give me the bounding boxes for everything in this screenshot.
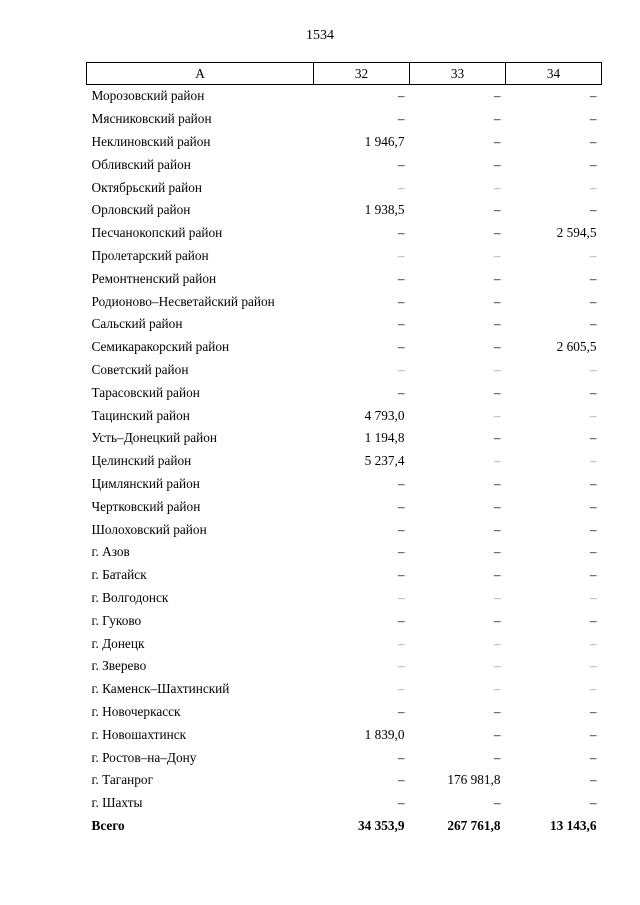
row-name: Родионово–Несветайский район [91, 293, 275, 309]
row-value-32: 4 793,0 [364, 407, 405, 423]
table-row [87, 678, 602, 701]
table-row [87, 381, 602, 404]
row-name: Неклиновский район [91, 133, 211, 149]
row-value-34: – [589, 681, 597, 697]
row-name: г. Азов [91, 544, 130, 560]
budget-table [86, 62, 602, 837]
row-value-34: 2 605,5 [556, 339, 597, 355]
total-value-33: 267 761,8 [447, 817, 501, 833]
header-column-34: 34 [506, 63, 602, 85]
row-name: Целинский район [91, 453, 192, 469]
row-value-33: – [493, 726, 501, 742]
row-name: Тарасовский район [91, 384, 200, 400]
row-value-34: – [589, 475, 597, 491]
row-value-33: – [493, 156, 501, 172]
row-value-32: – [397, 156, 405, 172]
row-value-32: – [397, 384, 405, 400]
row-name: Усть–Донецкий район [91, 430, 218, 446]
table-row [87, 245, 602, 268]
row-name: Обливский район [91, 156, 191, 172]
row-value-33: – [493, 293, 501, 309]
row-value-34: – [589, 88, 597, 104]
row-value-33: – [493, 111, 501, 127]
table-row [87, 701, 602, 724]
row-value-32: – [397, 703, 405, 719]
row-name: Семикаракорский район [91, 339, 230, 355]
total-row [87, 815, 602, 838]
row-value-34: – [589, 247, 597, 263]
table-row [87, 473, 602, 496]
row-value-33: – [493, 544, 501, 560]
row-value-33: – [493, 567, 501, 583]
table-row [87, 792, 602, 815]
row-value-32: – [397, 772, 405, 788]
table-row [87, 131, 602, 154]
row-value-34: – [589, 589, 597, 605]
row-value-32: – [397, 612, 405, 628]
table-row [87, 199, 602, 222]
row-value-34: – [589, 453, 597, 469]
row-value-33: – [493, 225, 501, 241]
table-row [87, 153, 602, 176]
row-name: Орловский район [91, 202, 191, 218]
row-name: г. Таганрог [91, 772, 154, 788]
table-row [87, 655, 602, 678]
row-value-32: – [397, 795, 405, 811]
table-row [87, 404, 602, 427]
table-row [87, 541, 602, 564]
row-value-33: – [493, 179, 501, 195]
row-name: г. Каменск–Шахтинский [91, 681, 230, 697]
row-value-32: – [397, 635, 405, 651]
row-value-34: – [589, 658, 597, 674]
row-name: г. Батайск [91, 567, 147, 583]
row-value-33: – [493, 133, 501, 149]
row-value-33: – [493, 658, 501, 674]
row-value-33: – [493, 247, 501, 263]
header-name-column: А [87, 63, 314, 85]
table-header-row [87, 63, 602, 85]
row-value-32: – [397, 316, 405, 332]
row-value-33: – [493, 270, 501, 286]
row-value-32: – [397, 567, 405, 583]
row-value-33: – [493, 612, 501, 628]
row-value-32: – [397, 498, 405, 514]
row-value-33: – [493, 589, 501, 605]
row-value-32: – [397, 361, 405, 377]
row-value-34: – [589, 544, 597, 560]
table-row [87, 176, 602, 199]
row-value-34: – [589, 202, 597, 218]
table-row [87, 518, 602, 541]
row-name: г. Волгодонск [91, 589, 169, 605]
row-value-34: – [589, 430, 597, 446]
row-value-32: – [397, 293, 405, 309]
row-value-34: – [589, 270, 597, 286]
row-value-34: – [589, 156, 597, 172]
row-name: Чертковский район [91, 498, 201, 514]
row-name: г. Ростов–на–Дону [91, 749, 197, 765]
row-value-33: – [493, 339, 501, 355]
row-value-32: – [397, 544, 405, 560]
row-value-33: – [493, 795, 501, 811]
row-value-32: – [397, 589, 405, 605]
total-value-32: 34 353,9 [357, 817, 405, 833]
row-name: Тацинский район [91, 407, 190, 423]
row-value-32: – [397, 521, 405, 537]
row-value-33: – [493, 521, 501, 537]
table-row [87, 587, 602, 610]
row-value-34: – [589, 772, 597, 788]
row-value-33: – [493, 316, 501, 332]
table-row [87, 609, 602, 632]
page-number: 1534 [306, 28, 334, 43]
row-value-32: 1 946,7 [364, 133, 405, 149]
total-value-34: 13 143,6 [549, 817, 597, 833]
row-value-34: – [589, 726, 597, 742]
row-value-34: – [589, 133, 597, 149]
row-value-33: – [493, 475, 501, 491]
header-column-33: 33 [410, 63, 506, 85]
row-value-34: – [589, 293, 597, 309]
table-row [87, 495, 602, 518]
table-row [87, 290, 602, 313]
row-value-33: – [493, 202, 501, 218]
row-value-34: – [589, 795, 597, 811]
row-value-32: – [397, 681, 405, 697]
table-row [87, 222, 602, 245]
row-value-32: – [397, 749, 405, 765]
row-name: Советский район [91, 361, 189, 377]
row-value-34: – [589, 498, 597, 514]
row-name: Пролетарский район [91, 247, 209, 263]
row-value-33: – [493, 430, 501, 446]
table-row [87, 769, 602, 792]
table-row [87, 85, 602, 108]
row-value-33: – [493, 635, 501, 651]
row-name: Мясниковский район [91, 111, 212, 127]
table-row [87, 267, 602, 290]
row-value-32: 1 839,0 [364, 726, 405, 742]
table-row [87, 359, 602, 382]
row-value-32: – [397, 658, 405, 674]
row-name: г. Гуково [91, 612, 142, 628]
row-value-34: – [589, 612, 597, 628]
total-label: Всего [91, 817, 125, 833]
row-value-34: 2 594,5 [556, 225, 597, 241]
row-value-34: – [589, 111, 597, 127]
row-name: Песчанокопский район [91, 225, 223, 241]
row-value-33: – [493, 407, 501, 423]
row-value-33: – [493, 88, 501, 104]
row-value-32: – [397, 247, 405, 263]
row-value-33: – [493, 703, 501, 719]
row-name: г. Донецк [91, 635, 145, 651]
row-name: Шолоховский район [91, 521, 207, 537]
row-value-32: – [397, 475, 405, 491]
table-row [87, 336, 602, 359]
row-value-33: – [493, 749, 501, 765]
row-name: Морозовский район [91, 88, 205, 104]
table-body [87, 85, 602, 838]
table-row [87, 746, 602, 769]
row-value-34: – [589, 361, 597, 377]
row-value-32: 5 237,4 [364, 453, 405, 469]
table-row [87, 450, 602, 473]
table-row [87, 632, 602, 655]
row-name: г. Шахты [91, 795, 143, 811]
row-value-32: 1 194,8 [364, 430, 405, 446]
row-value-34: – [589, 179, 597, 195]
row-value-34: – [589, 749, 597, 765]
row-value-32: – [397, 270, 405, 286]
row-value-34: – [589, 316, 597, 332]
table-row [87, 108, 602, 131]
row-value-32: – [397, 339, 405, 355]
header-column-32: 32 [314, 63, 410, 85]
row-value-33: – [493, 681, 501, 697]
row-value-32: – [397, 179, 405, 195]
row-value-33: – [493, 453, 501, 469]
table-row [87, 427, 602, 450]
row-value-32: 1 938,5 [364, 202, 405, 218]
row-value-34: – [589, 384, 597, 400]
row-value-33: 176 981,8 [447, 772, 501, 788]
row-value-32: – [397, 88, 405, 104]
row-name: Сальский район [91, 316, 183, 332]
row-name: Октябрьский район [91, 179, 202, 195]
row-value-33: – [493, 384, 501, 400]
row-value-32: – [397, 225, 405, 241]
row-value-34: – [589, 521, 597, 537]
table-row [87, 564, 602, 587]
row-value-32: – [397, 111, 405, 127]
row-value-34: – [589, 407, 597, 423]
row-name: г. Новочеркасск [91, 703, 181, 719]
row-name: Ремонтненский район [91, 270, 217, 286]
row-value-33: – [493, 498, 501, 514]
row-value-33: – [493, 361, 501, 377]
row-name: г. Зверево [91, 658, 147, 674]
table-row [87, 313, 602, 336]
row-value-34: – [589, 567, 597, 583]
table-row [87, 723, 602, 746]
row-name: Цимлянский район [91, 475, 200, 491]
row-value-34: – [589, 635, 597, 651]
row-name: г. Новошахтинск [91, 726, 187, 742]
row-value-34: – [589, 703, 597, 719]
